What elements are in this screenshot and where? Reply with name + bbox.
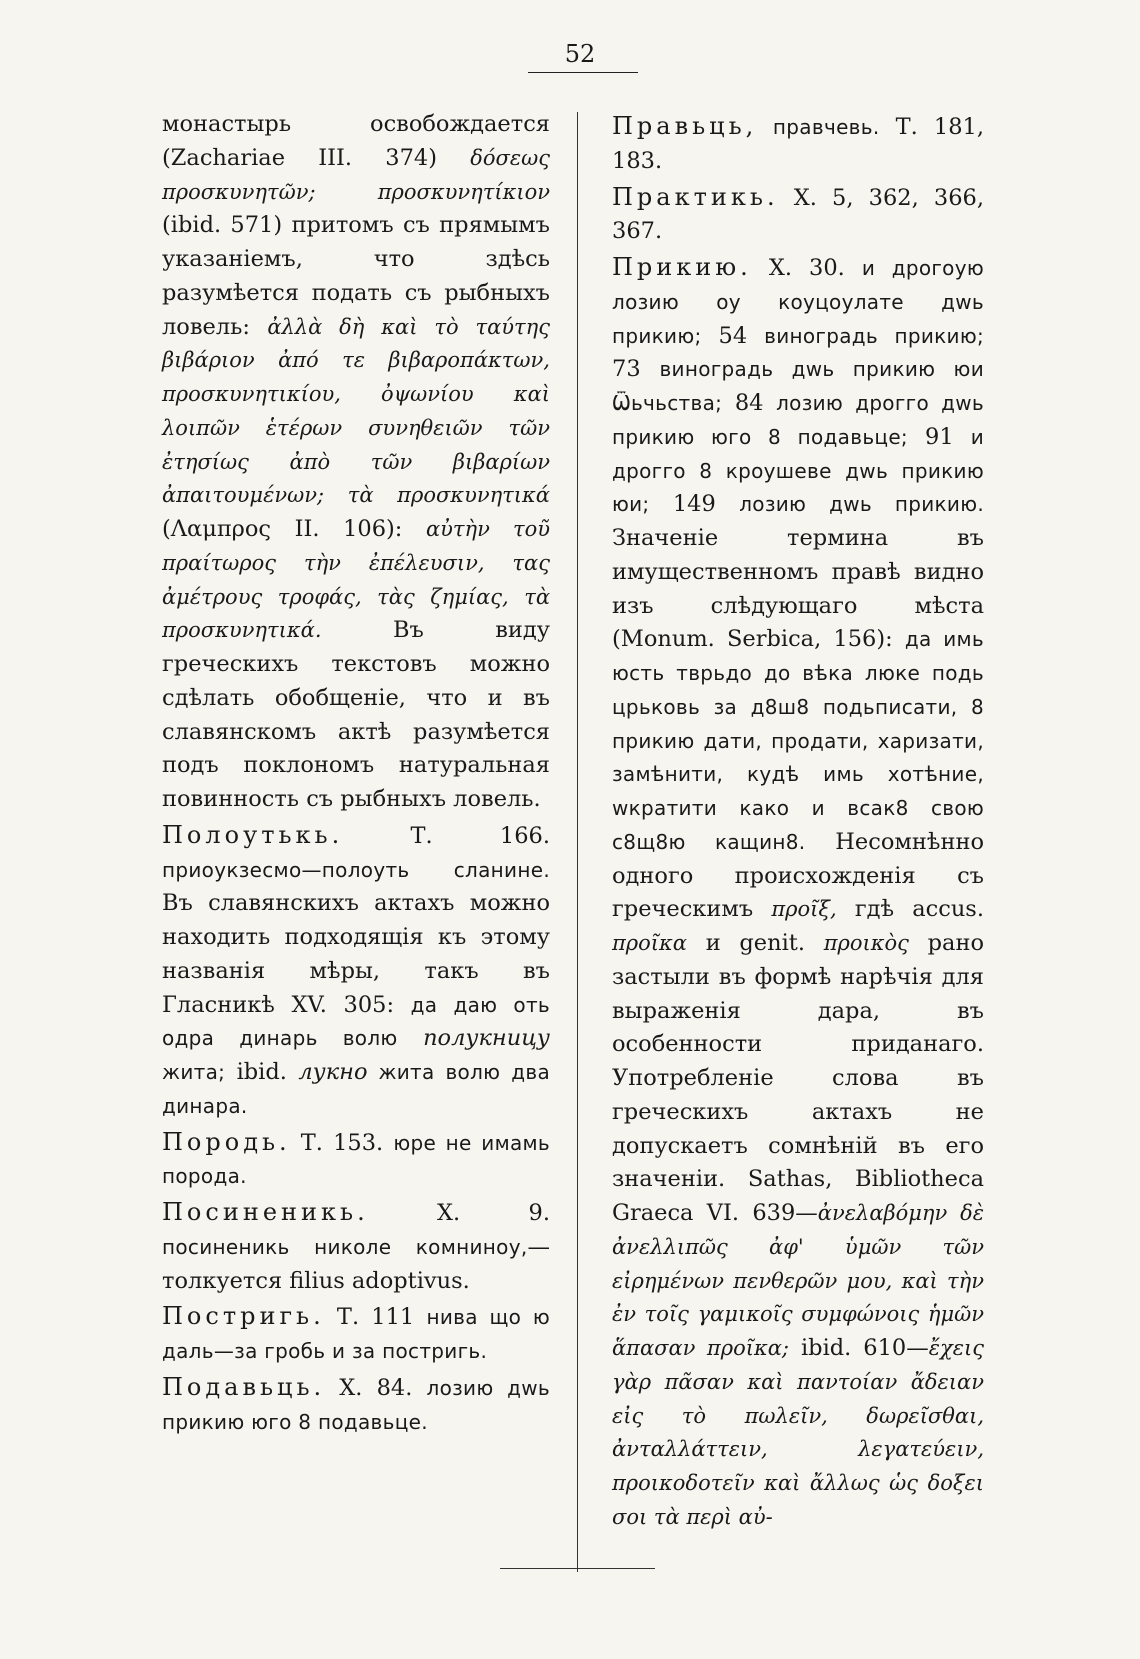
entry-reference: Т. 181, 183.	[612, 114, 985, 174]
text-run: 84	[722, 390, 777, 416]
slavonic-quote: виноградь прикию;	[764, 323, 984, 348]
greek-text: ἀνελαβόμην δὲ ἀνελλιπῶς ἀφ' ὑμῶν τῶν εἰρημένων πενθερῶν μου, καὶ τὴν ἐν τοῖς γαμικοῖς συμφώνοις ἡμῶν ἅπασαν προῖκα;	[612, 1201, 985, 1360]
slavonic-quote: юре не имамь порода.	[162, 1130, 551, 1189]
slavonic-quote: да даю оть одра динарь волю	[162, 992, 550, 1051]
greek-text: ἀλλὰ δὴ καὶ τὸ ταύτης βιβάριον ἀπό τε βιβαροπάκτων, προσκυνητικίου, ὀψωνίου καὶ λοιπῶν ἑτέρων συνηθειῶν τῶν ἐτησίως ἀπὸ τῶν βιβαρίων ἀπαιτουμένων; τὰ προσκυνητικά	[162, 314, 550, 508]
text-run: 54	[701, 322, 765, 349]
slavonic-quote: нива що ю даль—за гробь и за постригь.	[162, 1305, 550, 1363]
headword: Постригь.	[162, 1302, 325, 1331]
entry-pravc	[612, 108, 984, 179]
text-run: —толкуется filius adoptivus.	[162, 1233, 550, 1294]
text-run: рано застыли въ формѣ нарѣчія для выраженія дара, въ особенности приданаго. Употребленіе слова въ греческихъ актахъ не допускаетъ сомнѣній въ его значеніи. Sathas, Bibliotheca Graeca VI. 639—	[612, 930, 984, 1226]
text-run: Въ виду греческихъ текстовъ можно сдѣлать обобщеніе, что и въ славянскомъ актѣ разумѣется подъ поклономъ натуральная повинность съ рыбныхъ ловель.	[162, 617, 550, 812]
entry-prikia	[612, 249, 984, 1535]
italic-term: полукницу	[397, 1025, 550, 1052]
italic-term: лукно	[298, 1059, 368, 1085]
left-column	[162, 108, 550, 1439]
entry-podavic	[162, 1369, 550, 1440]
text-run: Значеніе термина въ имущественномъ правѣ видно изъ слѣдующаго мѣста (Monum. Serbica, 156):	[612, 525, 984, 653]
slavonic-quote: лозию дwь прикию.	[739, 492, 984, 517]
text-run: 91	[907, 423, 971, 450]
text-run: (Λαμπρος II. 106):	[162, 516, 426, 542]
entry-posinenik	[162, 1194, 550, 1298]
text-run: Несомнѣнно одного происхожденія съ греческимъ	[612, 828, 984, 923]
text-run: 149	[649, 491, 740, 518]
headword: Полоутькь.	[162, 820, 344, 849]
entry-reference: Т. 166.	[343, 822, 550, 849]
slavonic-quote: жита;	[162, 1060, 226, 1084]
greek-text: προῖκα	[612, 931, 687, 955]
entry-reference: Т. 153.	[290, 1129, 394, 1156]
headword: Подавьць.	[162, 1372, 326, 1401]
headword: Посиненикь.	[162, 1198, 369, 1226]
greek-text: προῖξ,	[771, 897, 837, 922]
slavonic-quote: и дрогоую лозию оу коуцоулате дwь прикию;	[612, 256, 984, 348]
page-number: 52	[564, 40, 596, 68]
entry-praktik	[612, 179, 984, 250]
headword: Прикию.	[612, 253, 752, 281]
slavonic-quote: и дрогго 8 кроушеве дwь прикию юи;	[612, 424, 984, 517]
entry-reference: X. 5, 362, 366, 367.	[612, 184, 984, 245]
headword: Породь.	[162, 1127, 291, 1156]
text-run: Въ славянскихъ актахъ можно находить подходящія къ этому названія мѣры, такъ въ Гласникѣ XV. 305:	[162, 890, 550, 1018]
headword: Правьць,	[612, 112, 758, 140]
greek-text: αὐτὴν τοῦ πραίτωρος τὴν ἐπέλευσιν, τας ἀμέτρους τροφάς, τὰς ζημίας, τὰ προσκυνητικά.	[162, 517, 550, 643]
greek-text: προικὸς	[823, 931, 909, 955]
slavonic-quote: посиненикь николе комниноу,	[162, 1234, 528, 1259]
entry-porod	[162, 1124, 550, 1195]
right-column	[612, 108, 984, 1535]
text-run: и genit.	[686, 930, 824, 956]
text-run: ibid.	[225, 1059, 299, 1085]
slavonic-quote: приоукзесмо—полоуть сланине.	[162, 857, 550, 882]
text-run: ibid. 610—	[789, 1335, 929, 1361]
entry-reference: X. 9.	[368, 1200, 550, 1226]
text-run: (ibid. 571) притомъ съ прямымъ указаніемъ, что здѣсь разумѣется подать съ рыбныхъ ловель:	[162, 212, 550, 340]
entry-reference: X. 84.	[325, 1374, 427, 1401]
slavonic-quote: жита волю два динара.	[162, 1060, 550, 1118]
column-divider	[577, 112, 578, 1572]
slavonic-quote: лозию дwь прикию юго 8 подавьце.	[162, 1375, 550, 1434]
page-number-rule	[528, 72, 638, 73]
entry-reference: Т. 111	[324, 1304, 427, 1331]
greek-text: δόσεως προσκυνητῶν; προσκυνητίκιον	[162, 145, 550, 204]
headword: Практикь.	[612, 182, 779, 211]
slavonic-quote: правчевь.	[757, 115, 880, 139]
slavonic-quote: виноградь дwь прикию юи Ѿьчьства;	[612, 357, 984, 415]
text-run: гдѣ accus.	[836, 896, 985, 923]
entry-poloutk	[162, 817, 550, 1124]
intro-paragraph	[162, 108, 550, 817]
entry-postrig	[162, 1298, 550, 1369]
slavonic-quote: лозию дрогго дwь прикию юго 8 подавьце;	[612, 391, 984, 449]
column-divider-bottom	[500, 1568, 655, 1569]
text-run: монастырь освобождается (Zachariae III. 374)	[162, 111, 550, 171]
greek-text: ἔχεις γὰρ πᾶσαν καὶ παντοίαν ἄδειαν εἰς τὸ πωλεῖν, δωρεῖσθαι, ἀνταλλάττειν, λεγατεύειν, προικοδοτεῖν καὶ ἄλλως ὡς δοξει σοι τὰ περὶ αὐ-	[612, 1336, 984, 1529]
slavonic-quote: да имь юсть тврьдо до вѣка люке подь црьковь за д8ш8 подьписати, 8 прикию дати, продати, харизати, замѣнити, кудѣ имь хотѣние, wкратити како и всак8 свою с8щ8ю кащин8.	[612, 627, 984, 854]
entry-reference: X. 30.	[751, 255, 862, 281]
text-run: 73	[612, 356, 660, 383]
